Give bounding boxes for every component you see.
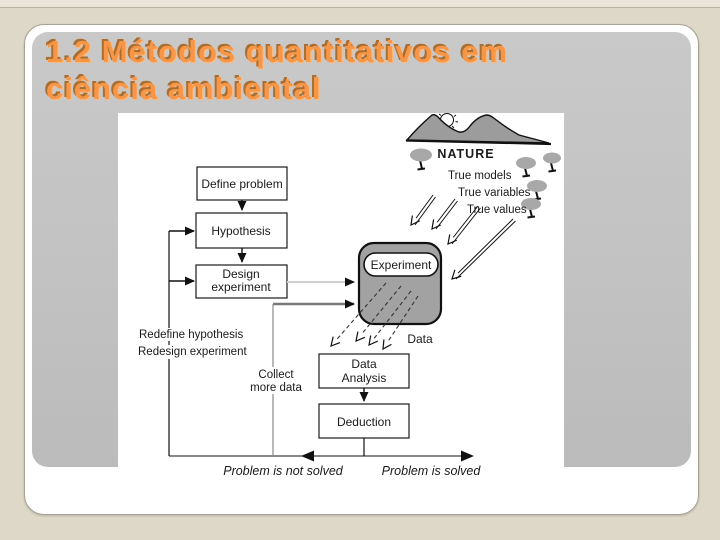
data-analysis-label-line1: Data [351,357,377,371]
slide-title-line1: 1.2 Métodos quantitativos em [46,34,509,69]
scientific-method-diagram [118,113,564,485]
slide-title-line2: ciência ambiental [46,71,322,106]
diagram-panel [118,113,564,485]
deduction-label: Deduction [336,415,392,429]
flowchart [196,167,441,438]
data-label: Data [407,332,433,346]
tree-icon [410,149,432,170]
true-values-label: True values [467,204,527,216]
data-analysis-label-line2: Analysis [341,371,387,385]
true-variables-label: True variables [458,187,531,199]
problem-solved-label: Problem is solved [381,464,481,478]
nature-label: NATURE [437,147,495,161]
experiment-label: Experiment [370,258,432,272]
solved-arrowhead [461,451,474,462]
true-models-label: True models [448,170,512,182]
slide-card [24,24,699,515]
hypothesis-label: Hypothesis [211,224,271,238]
design-experiment-label-line1: Design [222,267,260,281]
mountain-icon [407,115,549,143]
tree-icon [543,153,561,172]
problem-not-solved-label: Problem is not solved [223,464,343,478]
redesign-experiment-label: Redesign experiment [138,346,247,358]
top-accent-strip [0,0,720,8]
design-experiment-label-line2: experiment [211,280,271,294]
tree-icon [516,157,536,177]
slide-title [46,33,666,107]
not-solved-arrowhead [301,451,314,462]
nature-scene [406,113,561,218]
redefine-hypothesis-label: Redefine hypothesis [139,329,244,341]
define-problem-label: Define problem [201,177,283,191]
collect-more-data-label-line1: Collect [258,369,294,381]
collect-more-data-label-line2: more data [250,382,302,394]
